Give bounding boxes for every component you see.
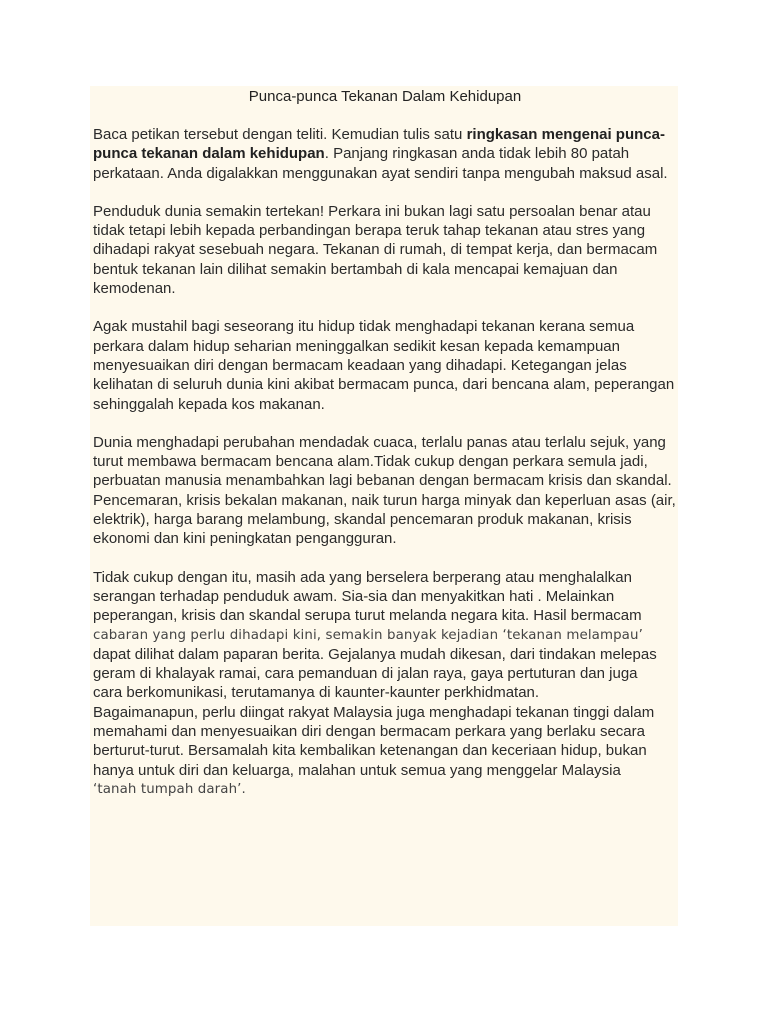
paragraph-4-line: hanya untuk diri dan keluarga, malahan untuk semua yang menggelar Malaysia	[93, 761, 621, 779]
paragraph-4-line: cara berkomunikasi, terutamanya di kaunter-kaunter perkhidmatan.	[93, 684, 540, 702]
instruction-bold-text: ringkasan mengenai punca-punca tekanan dalam kehidupan	[93, 126, 665, 163]
instruction-paragraph	[93, 125, 677, 183]
document-body	[93, 87, 677, 799]
paragraph-4-line: berturut-turut. Bersamalah kita kembalikan ketenangan dan keceriaan hidup, bukan	[93, 742, 647, 760]
paragraph-4-line: dapat dilihat dalam paparan berita. Gejalanya mudah dikesan, dari tindakan melepas	[93, 645, 657, 663]
paragraph-4-line: Bagaimanapun, perlu diingat rakyat Malaysia juga menghadapi tekanan tinggi dalam	[93, 703, 655, 721]
paragraph-4-alt-line: cabaran yang perlu dihadapi kini, semakin banyak kejadian ‘tekanan melampau’	[93, 627, 643, 643]
paragraph-4-line: serangan terhadap penduduk awam. Sia-sia dan menyakitkan hati . Melainkan	[93, 587, 615, 605]
document-title: Punca-punca Tekanan Dalam Kehidupan	[248, 88, 522, 105]
paragraph-2: Agak mustahil bagi seseorang itu hidup tidak menghadapi tekanan kerana semua perkara dalam hidup seharian meninggalkan sedikit kesan kepada kemampuan menyesuaikan diri dengan bermacam keadaan yang dihadapi. Ketegangan jelas kelihatan di seluruh dunia kini akibat bermacam punca, dari bencana alam, peperangan sehinggalah kepada kos makanan.	[93, 318, 675, 413]
instruction-text-end: . Panjang ringkasan anda tidak lebih 80 patah perkataan. Anda digalakkan menggunakan ayat sendiri tanpa mengubah maksud asal.	[93, 145, 668, 182]
paragraph-4-line: Tidak cukup dengan itu, masih ada yang berselera berperang atau menghalalkan	[93, 568, 632, 586]
paragraph-1: Penduduk dunia semakin tertekan! Perkara ini bukan lagi satu persoalan benar atau tidak tetapi lebih kepada perbandingan berapa teruk tahap tekanan atau stres yang dihadapi rakyat sesebuah negara. Tekanan di rumah, di tempat kerja, dan bermacam bentuk tekanan lain dilihat semakin bertambah di kala mencapai kemajuan dan kemodenan.	[93, 202, 658, 298]
paragraph-4-line: geram di khalayak ramai, cara pemanduan di jalan raya, gaya pertuturan dan juga	[93, 665, 638, 683]
paragraph-4-last-line: ‘tanah tumpah darah’.	[93, 781, 246, 797]
paragraph-4	[93, 568, 677, 800]
paragraph-4-line: peperangan, krisis dan skandal serupa turut melanda negara kita. Hasil bermacam	[93, 607, 642, 625]
paragraph-3: Dunia menghadapi perubahan mendadak cuaca, terlalu panas atau terlalu sejuk, yang turut membawa bermacam bencana alam.Tidak cukup dengan perkara semula jadi, perbuatan manusia menambahkan lagi bebanan dengan bermacam krisis dan skandal. Pencemaran, krisis bekalan makanan, naik turun harga minyak dan keperluan asas (air, elektrik), harga barang melambung, skandal pencemaran produk makanan, krisis ekonomi dan kini peningkatan pengangguran.	[93, 433, 676, 548]
instruction-text-start: Baca petikan tersebut dengan teliti. Kemudian tulis satu	[93, 126, 467, 143]
paragraph-4-line: memahami dan menyesuaikan diri dengan bermacam perkara yang berlaku secara	[93, 723, 645, 741]
